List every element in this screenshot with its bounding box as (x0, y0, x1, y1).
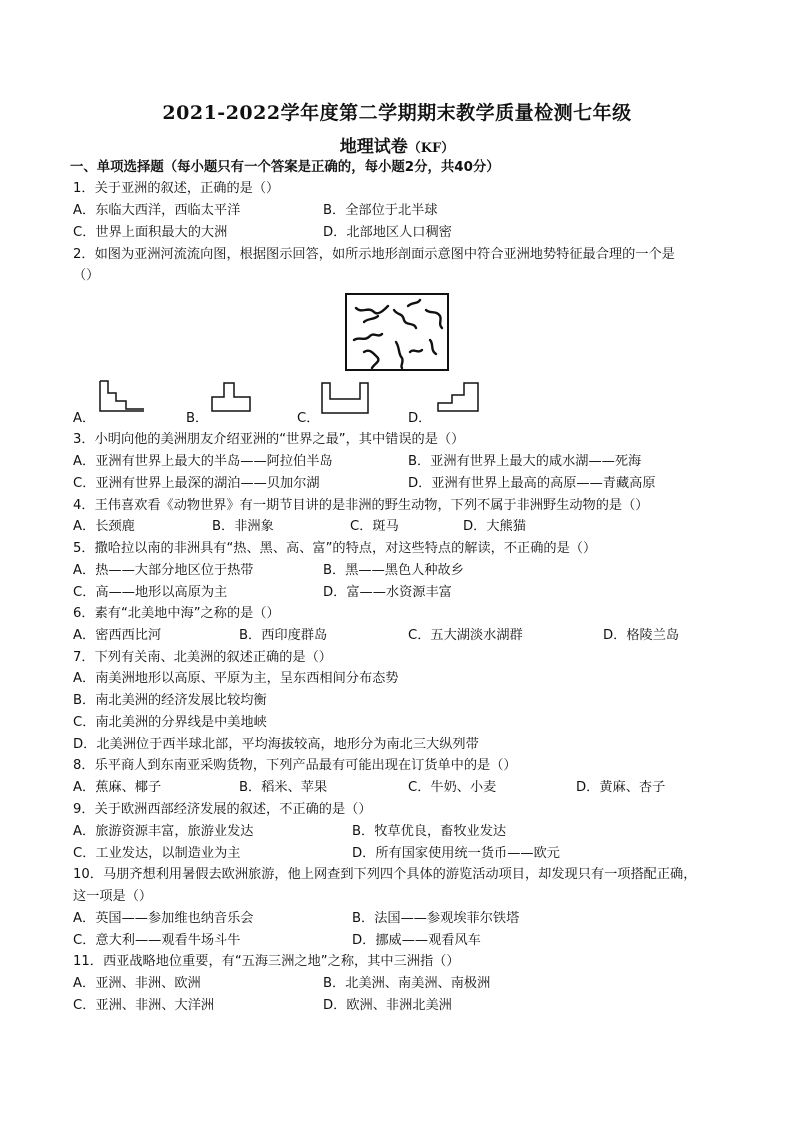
option: B．全部位于北半球 (323, 203, 438, 218)
option: C．南北美洲的分界线是中美地峡 (73, 715, 267, 730)
asia-river-map-icon (344, 292, 450, 372)
option: B．黑——黑色人种故乡 (323, 563, 464, 578)
option: D．所有国家使用统一货币——欧元 (352, 846, 560, 861)
option: C．工业发达，以制造业为主 (73, 846, 241, 861)
option: D．黄麻、杏子 (576, 780, 666, 795)
option: B．北美洲、南美洲、南极洲 (323, 976, 491, 991)
option: A．英国——参加维也纳音乐会 (73, 911, 254, 926)
option: A．南美洲地形以高原、平原为主，呈东西相间分布态势 (73, 671, 399, 686)
option: D．北部地区人口稠密 (323, 225, 452, 240)
question-stem: 6．素有“北美地中海”之称的是（） (73, 606, 280, 621)
option: A．长颈鹿 (73, 519, 135, 534)
subtitle-text: 地理试卷 (339, 137, 408, 157)
option: A．蕉麻、椰子 (73, 780, 162, 795)
option: C．世界上面积最大的大洲 (73, 225, 228, 240)
question-stem: 8．乐平商人到东南亚采购货物，下列产品最有可能出现在订货单中的是（） (73, 758, 517, 773)
option: D．格陵兰岛 (603, 628, 680, 643)
option: A．密西西比河 (73, 628, 162, 643)
option: B． (186, 411, 209, 426)
question-stem-continued: 这一项是（） (73, 889, 153, 904)
option: D．富——水资源丰富 (323, 585, 452, 600)
option: B．稻米、苹果 (239, 780, 328, 795)
question-stem: 9．关于欧洲西部经济发展的叙述，不正确的是（） (73, 802, 372, 817)
profile-a-icon (98, 379, 146, 413)
option: C．意大利——观看牛场斗牛 (73, 933, 241, 948)
option: B．牧草优良，畜牧业发达 (352, 824, 507, 839)
option: A．东临大西洋，西临太平洋 (73, 203, 241, 218)
option: C．亚洲、非洲、大洋洲 (73, 998, 215, 1013)
exam-subtitle (0, 132, 794, 157)
option: A．亚洲、非洲、欧洲 (73, 976, 201, 991)
option: A．热——大部分地区位于热带 (73, 563, 254, 578)
option: C．五大湖淡水湖群 (408, 628, 523, 643)
option: B．南北美洲的经济发展比较均衡 (73, 693, 267, 708)
question-stem: 5．撒哈拉以南的非洲具有“热、黑、高、富”的特点，对这些特点的解读，不正确的是（） (73, 541, 597, 556)
option: A．旅游资源丰富，旅游业发达 (73, 824, 254, 839)
option: C．亚洲有世界上最深的湖泊——贝加尔湖 (73, 476, 320, 491)
subtitle-tag: （KF） (407, 141, 455, 156)
question-stem: 10．马朋齐想利用暑假去欧洲旅游，他上网查到下列四个具体的游览活动项目，却发现只有一项搭配正确， (73, 867, 697, 882)
question-stem: 4．王伟喜欢看《动物世界》有一期节目讲的是非洲的野生动物，下列不属于非洲野生动物的是（） (73, 498, 649, 513)
option: D．挪威——观看风车 (352, 933, 481, 948)
question-stem: 3．小明向他的美洲朋友介绍亚洲的“世界之最”，其中错误的是（） (73, 432, 465, 447)
profile-d-icon (434, 379, 482, 413)
question-stem: 1．关于亚洲的叙述，正确的是（） (73, 181, 280, 196)
option: C． (297, 411, 320, 426)
option: D．北美洲位于西半球北部，平均海拔较高，地形分为南北三大纵列带 (73, 737, 479, 752)
profile-b-icon (210, 379, 256, 413)
section-heading: 一、单项选择题（每小题只有一个答案是正确的，每小题2分，共40分） (70, 160, 500, 175)
option: B．非洲象 (212, 519, 274, 534)
question-stem-continued: （） (73, 268, 100, 283)
option: D． (408, 411, 432, 426)
profile-c-icon (320, 379, 372, 415)
option: A．亚洲有世界上最大的半岛——阿拉伯半岛 (73, 454, 333, 469)
exam-title: 2021-2022学年度第二学期期末教学质量检测七年级 (162, 102, 632, 124)
option: B．亚洲有世界上最大的咸水湖——死海 (408, 454, 642, 469)
option: C．牛奶、小麦 (408, 780, 497, 795)
option: C．高——地形以高原为主 (73, 585, 228, 600)
question-stem: 11．西亚战略地位重要，有“五海三洲之地”之称，其中三洲指（） (73, 954, 460, 969)
option: B．法国——参观埃菲尔铁塔 (352, 911, 520, 926)
option: D．欧洲、非洲北美洲 (323, 998, 452, 1013)
question-stem: 2．如图为亚洲河流流向图，根据图示回答，如所示地形剖面示意图中符合亚洲地势特征最合理的一个是 (73, 247, 675, 262)
question-stem: 7．下列有关南、北美洲的叙述正确的是（） (73, 650, 332, 665)
option: C．斑马 (350, 519, 399, 534)
option: A． (73, 411, 96, 426)
option: B．西印度群岛 (239, 628, 328, 643)
option: D．亚洲有世界上最高的高原——青藏高原 (408, 476, 656, 491)
option: D．大熊猫 (463, 519, 526, 534)
